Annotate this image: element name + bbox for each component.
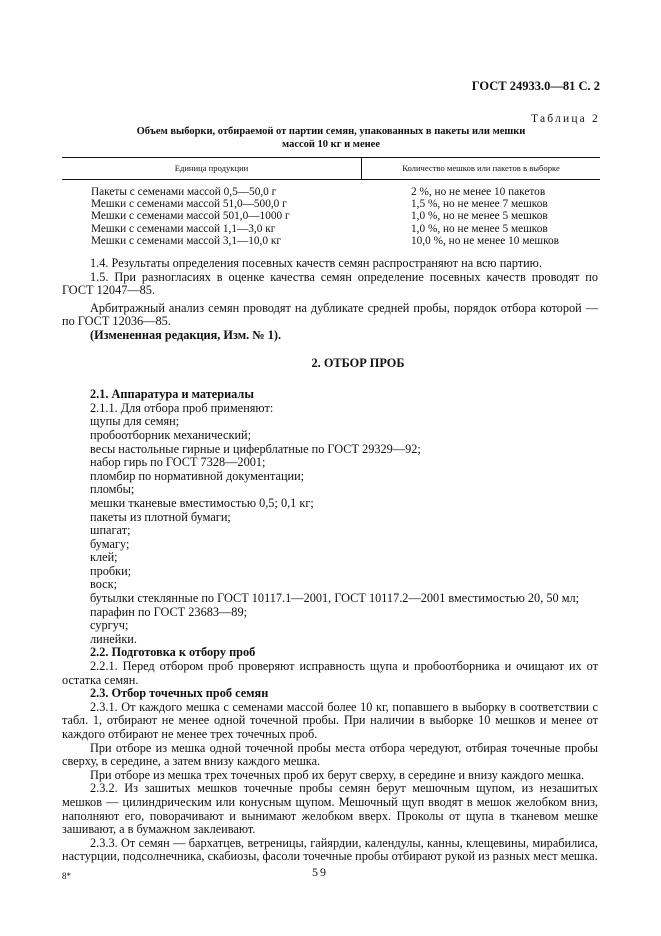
table-cell-unit: Мешки с семенами массой 501,0—1000 г	[91, 210, 290, 223]
paragraph-2-2-1: 2.2.1. Перед отбором проб проверяют исправность щупа и пробоотборника и очищают их от остатка семян.	[62, 659, 598, 687]
column-header-quantity: Количество мешков или пакетов в выборке	[402, 163, 560, 173]
table-row	[62, 223, 600, 235]
table-cell-quantity: 2 %, но не менее 10 пакетов	[411, 186, 546, 198]
list-item: клей;	[90, 550, 118, 565]
list-item: сургуч;	[90, 618, 129, 633]
table-title-line-1: Объем выборки, отбираемой от партии семян, упакованных в пакеты или мешки	[136, 126, 526, 137]
table-cell-quantity: 1,5 %, но не менее 7 мешков	[411, 198, 548, 211]
paragraph-2-3-2: 2.3.2. Из зашитых мешков точечные пробы семян берут мешочным щупом, из незашитых мешков — цилиндрическим или конусным щупом. Мешочный щуп вводят в мешок желобком вниз, наполняют его, поворачивают и вынимают желобком вверх. Проколы от щупа в тканевом мешке зашивают, а в бумажном заклеивают.	[62, 781, 598, 837]
list-item: пробоотборник механический;	[90, 427, 252, 442]
paragraph-three-samples: При отборе из мешка трех точечных проб их берут сверху, в середине и внизу каждого мешка.	[90, 767, 585, 782]
list-item: бумагу;	[90, 536, 130, 551]
table-row	[62, 235, 600, 247]
sample-size-table	[62, 157, 600, 247]
list-item: парафин по ГОСТ 23683—89;	[90, 604, 248, 619]
table-cell-unit: Мешки с семенами массой 3,1—10,0 кг	[91, 234, 281, 247]
table-row	[62, 186, 600, 198]
paragraph-1-5: 1.5. При разногласиях в оценке качества семян определение посевных качеств проводят по ГОСТ 12047—85.	[62, 269, 598, 298]
table-cell-unit: Мешки с семенами массой 51,0—500,0 г	[91, 198, 287, 211]
list-item: бутылки стеклянные по ГОСТ 10117.1—2001, ГОСТ 10117.2—2001 вместимостью 20, 50 мл;	[90, 591, 580, 606]
table-cell-unit: Пакеты с семенами массой 0,5—50,0 г	[91, 186, 277, 198]
document-body	[62, 256, 598, 864]
list-item: пробки;	[90, 563, 132, 578]
paragraph-2-3-3: 2.3.3. От семян — бархатцев, ветреницы, гайярдии, календулы, канны, клещевины, мирабилиса, настурции, подсолнечника, скабиозы, фасоли точечные пробы отбирают рукой из разных мест мешка.	[62, 835, 598, 864]
heading-2-3: 2.3. Отбор точечных проб семян	[90, 686, 269, 701]
table-cell-quantity: 1,0 %, но не менее 5 мешков	[411, 222, 548, 235]
paragraph-arbitration: Арбитражный анализ семян проводят на дубликате средней пробы, порядок отбора которой — по ГОСТ 12036—85.	[62, 300, 598, 329]
paragraph-2-3-1: 2.3.1. От каждого мешка с семенами массой более 10 кг, попавшего в выборку в соответствии с табл. 1, отбирают не менее одной точечной пробы. При наличии в выборке 10 мешков и менее от каждого отбирают не менее трех точечных проб.	[62, 699, 598, 741]
table-title-line-2: массой 10 кг и менее	[281, 138, 380, 150]
table-row	[62, 210, 600, 222]
paragraph-1-4: 1.4. Результаты определения посевных качеств семян распространяют на всю партию.	[90, 256, 542, 270]
table-cell-quantity: 1,0 %, но не менее 5 мешков	[411, 210, 548, 223]
equipment-list	[90, 415, 598, 646]
list-item: щупы для семян;	[90, 414, 180, 429]
paragraph-2-1-1: 2.1.1. Для отбора проб применяют:	[90, 400, 274, 415]
column-header-unit: Единица продукции	[62, 158, 362, 179]
page-number: 59	[312, 865, 328, 879]
amendment-note: (Измененная редакция, Изм. № 1).	[90, 327, 282, 342]
table-header-row	[62, 157, 600, 180]
table-cell-unit: Мешки с семенами массой 1,1—3,0 кг	[91, 222, 276, 235]
list-item: мешки тканевые вместимостью 0,5; 0,1 кг;	[90, 495, 314, 510]
heading-2-1: 2.1. Аппаратура и материалы	[90, 387, 254, 402]
table-caption: Таблица 2	[531, 113, 600, 125]
list-item: пломбы;	[90, 482, 135, 497]
list-item: пломбир по нормативной документации;	[90, 468, 305, 483]
table-title	[62, 126, 600, 151]
table-cell-quantity: 10,0 %, но не менее 10 мешков	[411, 234, 559, 247]
list-item: пакеты из плотной бумаги;	[90, 509, 231, 524]
list-item: набор гирь по ГОСТ 7328—2001;	[90, 455, 266, 470]
section-title: 2. ОТБОР ПРОБ	[311, 355, 405, 370]
heading-2-2: 2.2. Подготовка к отбору проб	[90, 645, 256, 660]
document-header: ГОСТ 24933.0—81 С. 2	[471, 79, 600, 93]
list-item: воск;	[90, 577, 118, 592]
list-item: линейки.	[90, 631, 137, 646]
paragraph-single-sample: При отборе из мешка одной точечной пробы места отбора чередуют, отбирая точечные пробы сверху, в середине, а затем внизу каждого мешка.	[62, 740, 598, 769]
table-row	[62, 198, 600, 210]
footer-mark: 8*	[62, 871, 71, 881]
list-item: весы настольные гирные и циферблатные по ГОСТ 29329—92;	[90, 441, 421, 456]
list-item: шпагат;	[90, 523, 131, 538]
table-body	[62, 180, 600, 247]
